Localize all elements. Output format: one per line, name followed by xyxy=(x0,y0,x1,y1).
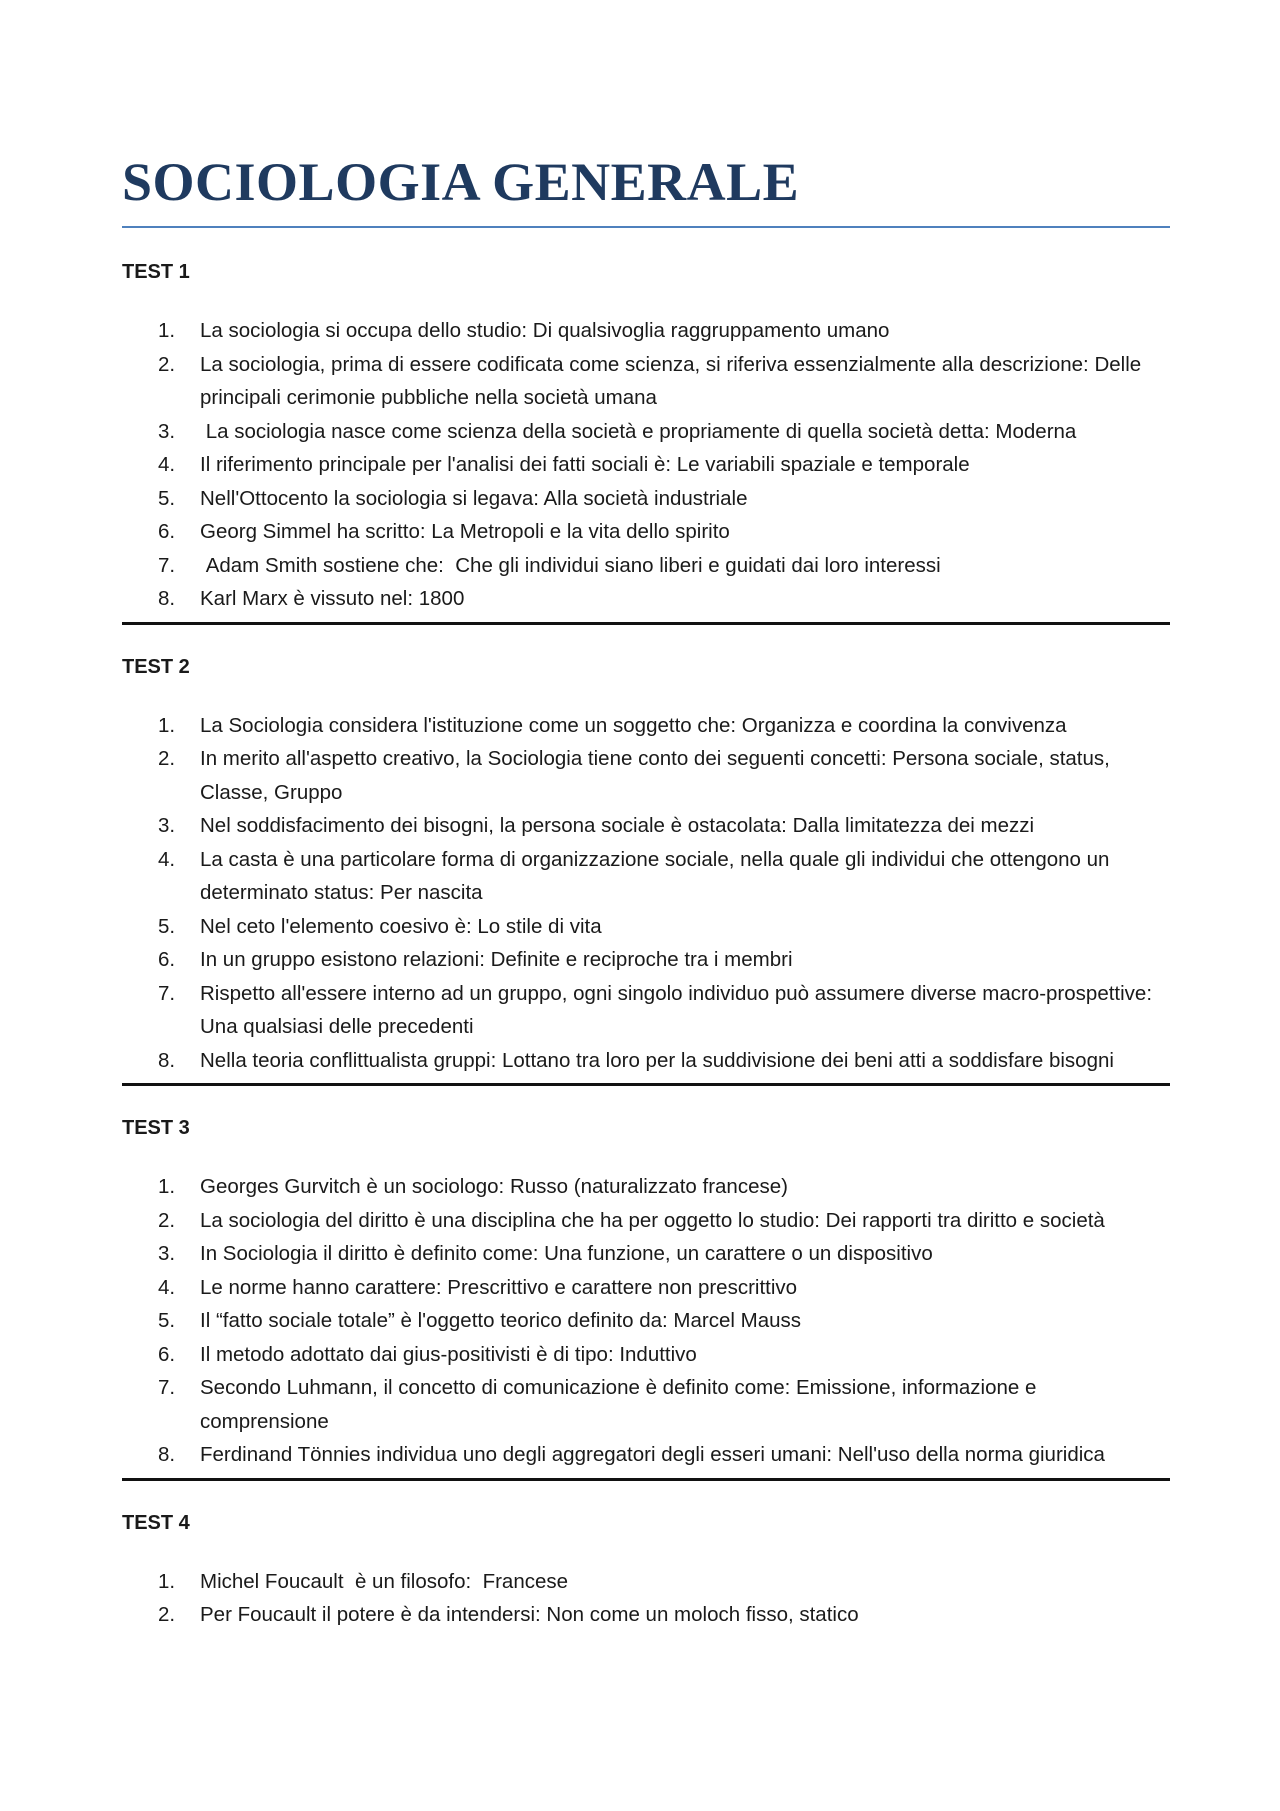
question-number: 1. xyxy=(158,1569,176,1593)
question-text: La sociologia, prima di essere codificata come scienza, si riferiva essenzialmente alla descrizione: Delle principali cerimonie pubbliche nella società umana xyxy=(200,352,1142,409)
question-number: 6. xyxy=(158,520,176,543)
question-text: Il riferimento principale per l'analisi dei fatti sociali è: Le variabili spaziale e temporale xyxy=(200,453,970,476)
question-text: Georg Simmel ha scritto: La Metropoli e la vita dello spirito xyxy=(200,520,730,543)
question-number: 6. xyxy=(158,1342,176,1366)
document-title: SOCIOLOGIA GENERALE xyxy=(122,150,1170,228)
question-item xyxy=(158,1204,1170,1238)
question-number: 1. xyxy=(158,713,176,737)
question-text: Nell'Ottocento la sociologia si legava: Alla società industriale xyxy=(200,486,748,510)
question-text: Secondo Luhmann, il concetto di comunicazione è definito come: Emissione, informazione e comprensione xyxy=(200,1376,1037,1433)
question-number: 8. xyxy=(158,1443,176,1466)
question-item xyxy=(158,977,1170,1044)
question-number: 5. xyxy=(158,914,176,938)
question-number: 1. xyxy=(158,319,176,342)
question-number: 1. xyxy=(158,1175,176,1198)
question-number: 6. xyxy=(158,948,176,971)
question-item xyxy=(158,1338,1170,1372)
question-item xyxy=(158,1565,1170,1599)
question-number: 5. xyxy=(158,1309,176,1332)
question-list xyxy=(122,314,1170,625)
question-number: 2. xyxy=(158,1208,176,1232)
question-item xyxy=(158,1371,1170,1438)
question-number: 3. xyxy=(158,419,176,443)
question-number: 3. xyxy=(158,814,176,837)
question-text: Nel soddisfacimento dei bisogni, la persona sociale è ostacolata: Dalla limitatezza dei mezzi xyxy=(200,814,1035,837)
question-text: Per Foucault il potere è da intendersi: Non come un moloch fisso, statico xyxy=(200,1603,859,1626)
question-item xyxy=(158,1304,1170,1338)
question-number: 4. xyxy=(158,453,176,476)
question-item xyxy=(158,1044,1170,1078)
question-number: 7. xyxy=(158,981,176,1005)
question-number: 2. xyxy=(158,1603,176,1626)
question-item xyxy=(158,482,1170,516)
question-text: Adam Smith sostiene che: Che gli individui siano liberi e guidati dai loro interessi xyxy=(200,553,941,577)
question-text: La Sociologia considera l'istituzione come un soggetto che: Organizza e coordina la convivenza xyxy=(200,713,1067,737)
test-2-section xyxy=(122,653,1170,1087)
document-page xyxy=(122,150,1170,1638)
question-text: Nel ceto l'elemento coesivo è: Lo stile di vita xyxy=(200,914,602,938)
question-text: La sociologia si occupa dello studio: Di qualsivoglia raggruppamento umano xyxy=(200,319,890,342)
question-item xyxy=(158,943,1170,977)
question-item xyxy=(158,843,1170,910)
question-number: 2. xyxy=(158,352,176,376)
question-text: Georges Gurvitch è un sociologo: Russo (naturalizzato francese) xyxy=(200,1175,788,1198)
question-item xyxy=(158,1271,1170,1305)
test-3-section xyxy=(122,1114,1170,1481)
test-heading: TEST 1 xyxy=(122,261,190,283)
question-text: Nella teoria conflittualista gruppi: Lottano tra loro per la suddivisione dei beni atti a soddisfare bisogni xyxy=(200,1048,1114,1072)
question-text: La casta è una particolare forma di organizzazione sociale, nella quale gli individui che ottengono un determinato status: Per nascita xyxy=(200,847,1110,904)
test-heading: TEST 2 xyxy=(122,655,190,678)
test-1-section xyxy=(122,258,1170,625)
question-number: 8. xyxy=(158,1048,176,1072)
question-item xyxy=(158,1237,1170,1271)
question-text: Le norme hanno carattere: Prescrittivo e carattere non prescrittivo xyxy=(200,1275,798,1299)
question-text: La sociologia nasce come scienza della società e propriamente di quella società detta: Moderna xyxy=(200,419,1077,443)
question-text: In un gruppo esistono relazioni: Definite e reciproche tra i membri xyxy=(200,948,793,971)
question-number: 4. xyxy=(158,847,176,871)
question-item xyxy=(158,515,1170,549)
question-item xyxy=(158,742,1170,809)
question-number: 8. xyxy=(158,587,176,610)
question-text: Il “fatto sociale totale” è l'oggetto teorico definito da: Marcel Mauss xyxy=(200,1309,801,1332)
question-text: Ferdinand Tönnies individua uno degli aggregatori degli esseri umani: Nell'uso della norma giuridica xyxy=(200,1443,1105,1466)
question-item xyxy=(158,1598,1170,1632)
question-item xyxy=(158,910,1170,944)
question-item xyxy=(158,709,1170,743)
question-text: Karl Marx è vissuto nel: 1800 xyxy=(200,587,465,610)
test-4-section xyxy=(122,1509,1170,1638)
question-item xyxy=(158,448,1170,482)
question-item xyxy=(158,314,1170,348)
question-list xyxy=(122,709,1170,1087)
question-number: 7. xyxy=(158,1376,176,1399)
question-text: Rispetto all'essere interno ad un gruppo, ogni singolo individuo può assumere diverse macro-prospettive: Una qualsiasi delle precedenti xyxy=(200,981,1153,1038)
question-list xyxy=(122,1170,1170,1481)
question-text: In merito all'aspetto creativo, la Sociologia tiene conto dei seguenti concetti: Persona sociale, status, Classe, Gruppo xyxy=(200,747,1110,804)
question-text: Michel Foucault è un filosofo: Francese xyxy=(200,1569,569,1593)
question-item xyxy=(158,1438,1170,1472)
question-number: 5. xyxy=(158,486,176,510)
question-item xyxy=(158,582,1170,616)
question-item xyxy=(158,549,1170,583)
question-text: La sociologia del diritto è una disciplina che ha per oggetto lo studio: Dei rapporti tra diritto e società xyxy=(200,1208,1105,1232)
question-text: In Sociologia il diritto è definito come: Una funzione, un carattere o un dispositivo xyxy=(200,1242,933,1265)
question-number: 3. xyxy=(158,1242,176,1265)
question-item xyxy=(158,1170,1170,1204)
question-item xyxy=(158,415,1170,449)
test-heading: TEST 4 xyxy=(122,1511,190,1534)
question-text: Il metodo adottato dai gius-positivisti è di tipo: Induttivo xyxy=(200,1342,697,1366)
question-item xyxy=(158,348,1170,415)
question-number: 7. xyxy=(158,553,176,577)
question-number: 4. xyxy=(158,1275,176,1299)
question-number: 2. xyxy=(158,747,176,770)
test-heading: TEST 3 xyxy=(122,1117,190,1139)
question-list xyxy=(122,1565,1170,1638)
question-item xyxy=(158,809,1170,843)
